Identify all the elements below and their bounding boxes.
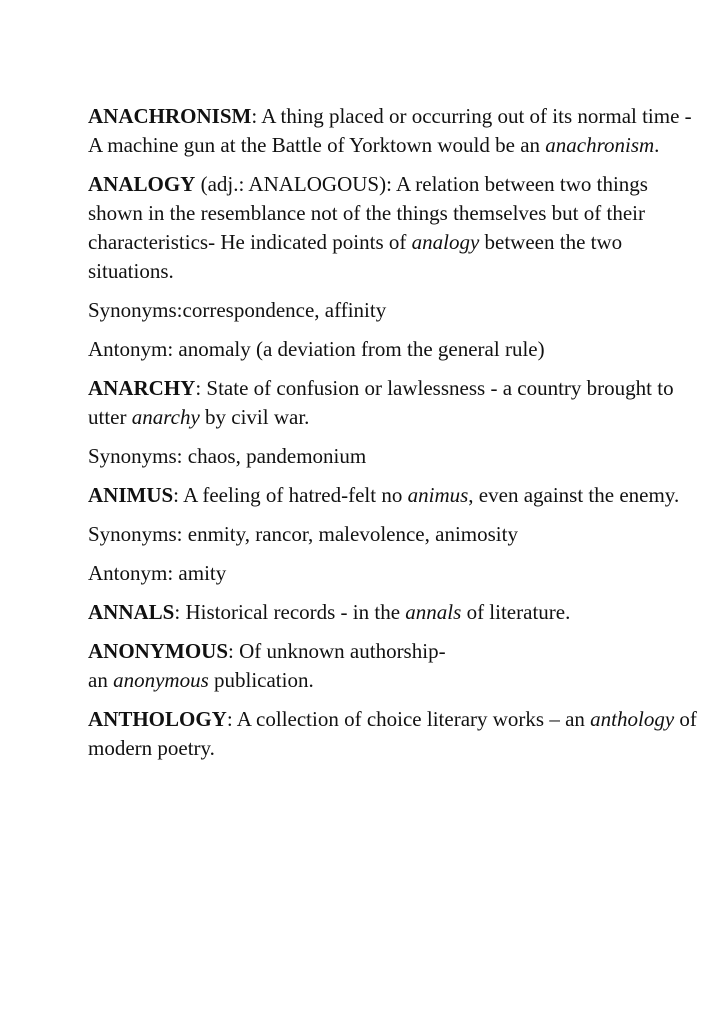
definition-text-end: of literature.: [461, 600, 571, 624]
definition-text-end: .: [654, 133, 660, 157]
term-analogy: ANALOGY: [88, 172, 196, 196]
definition-text-line2: an: [88, 668, 114, 692]
term-anachronism: ANACHRONISM: [88, 104, 252, 128]
definition-text-end: of modern poetry.: [88, 707, 697, 760]
example-word: anonymous: [113, 668, 209, 692]
definition-text-end: publication.: [208, 668, 314, 692]
entry-analogy: [88, 170, 708, 286]
example-word: analogy: [411, 230, 480, 254]
definition-text: : Of unknown authorship-: [228, 639, 446, 663]
definition-text-end: by civil war.: [199, 405, 310, 429]
definition-text-end: , even against the enemy.: [468, 483, 680, 507]
synonyms-analogy: Synonyms:correspondence, affinity: [88, 298, 387, 322]
term-annals: ANNALS: [88, 600, 175, 624]
entry-anthology: [88, 705, 708, 763]
definition-text: (adj.: ANALOGOUS): A relation between two things shown in the resemblance not of the things themselves but of their characteristics- He indicated points of: [88, 172, 648, 254]
example-word: annals: [405, 600, 462, 624]
entry-anarchy: [88, 374, 708, 432]
term-anarchy: ANARCHY: [88, 376, 196, 400]
entry-anachronism: [88, 102, 708, 160]
example-word: anarchy: [131, 405, 200, 429]
example-word: animus: [407, 483, 469, 507]
definition-text: : A thing placed or occurring out of its normal time - A machine gun at the Battle of Yorktown would be an: [88, 104, 692, 157]
definition-text-end: between the two situations.: [88, 230, 623, 283]
antonym-analogy: Antonym: anomaly (a deviation from the general rule): [88, 337, 545, 361]
synonyms-anarchy: Synonyms: chaos, pandemonium: [88, 444, 367, 468]
entry-anonymous: [88, 637, 708, 695]
definition-text: : A collection of choice literary works – an: [226, 707, 591, 731]
synonyms-animus: Synonyms: enmity, rancor, malevolence, animosity: [88, 522, 518, 546]
document-page: [88, 102, 708, 773]
antonym-animus: Antonym: amity: [88, 561, 227, 585]
definition-text: : Historical records - in the: [174, 600, 406, 624]
example-word: anachronism: [545, 133, 655, 157]
example-word: anthology: [590, 707, 675, 731]
term-animus: ANIMUS: [88, 483, 174, 507]
term-anthology: ANTHOLOGY: [88, 707, 227, 731]
definition-text: : State of confusion or lawlessness - a country brought to utter: [88, 376, 674, 429]
term-anonymous: ANONYMOUS: [88, 639, 228, 663]
entry-animus: [88, 481, 708, 510]
definition-text: : A feeling of hatred-felt no: [173, 483, 408, 507]
entry-annals: [88, 598, 708, 627]
